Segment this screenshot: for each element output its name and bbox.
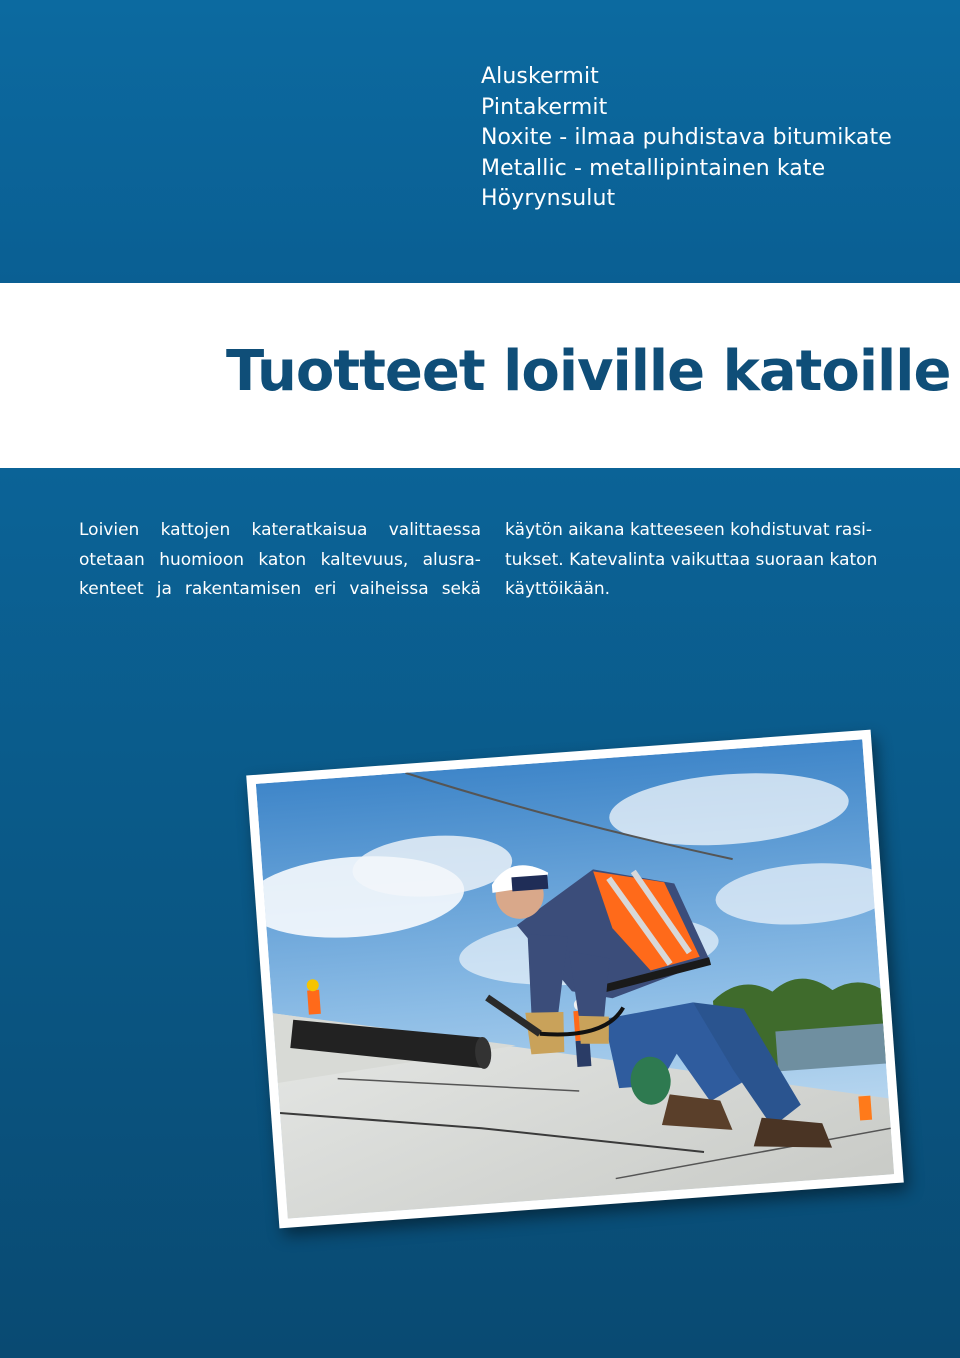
intro-word: Loivien	[79, 520, 140, 540]
product-item: Noxite - ilmaa puhdistava bitumikate	[481, 125, 892, 150]
page-title: Tuotteet loiville katoille	[226, 339, 951, 404]
intro-word: eri	[314, 579, 337, 599]
intro-line: tukset. Katevalinta vaikuttaa suoraan katon	[505, 549, 878, 570]
intro-word: huomioon	[159, 549, 244, 570]
intro-word: sekä	[441, 579, 481, 599]
intro-word: valittaessa	[388, 520, 481, 540]
intro-column-2	[505, 516, 905, 605]
product-item: Metallic - metallipintainen kate	[481, 155, 826, 181]
intro-line: käytön aikana katteeseen kohdistuvat rasi-	[505, 520, 873, 540]
intro-word: ja	[156, 579, 172, 599]
intro-line	[79, 516, 481, 546]
intro-line	[79, 575, 481, 605]
intro-word: otetaan	[79, 549, 145, 570]
product-item: Höyrynsulut	[481, 186, 616, 211]
header-band	[0, 0, 960, 283]
intro-word: alusra-	[422, 549, 481, 570]
roofer-photo	[256, 739, 894, 1218]
intro-line: käyttöikään.	[505, 579, 611, 599]
intro-word: kateratkaisua	[251, 520, 368, 540]
intro-word: kenteet	[79, 579, 144, 599]
intro-word: rakentamisen	[184, 579, 302, 599]
intro-word: kattojen	[160, 520, 231, 540]
product-item: Aluskermit	[481, 64, 599, 89]
product-list	[481, 62, 892, 215]
intro-column-1	[79, 516, 481, 605]
intro-word: katon	[258, 549, 307, 570]
product-item: Pintakermit	[481, 94, 608, 120]
intro-word: vaiheissa	[349, 579, 429, 599]
photo-frame	[246, 730, 904, 1229]
intro-word: kaltevuus,	[320, 549, 409, 570]
intro-line	[79, 546, 481, 576]
